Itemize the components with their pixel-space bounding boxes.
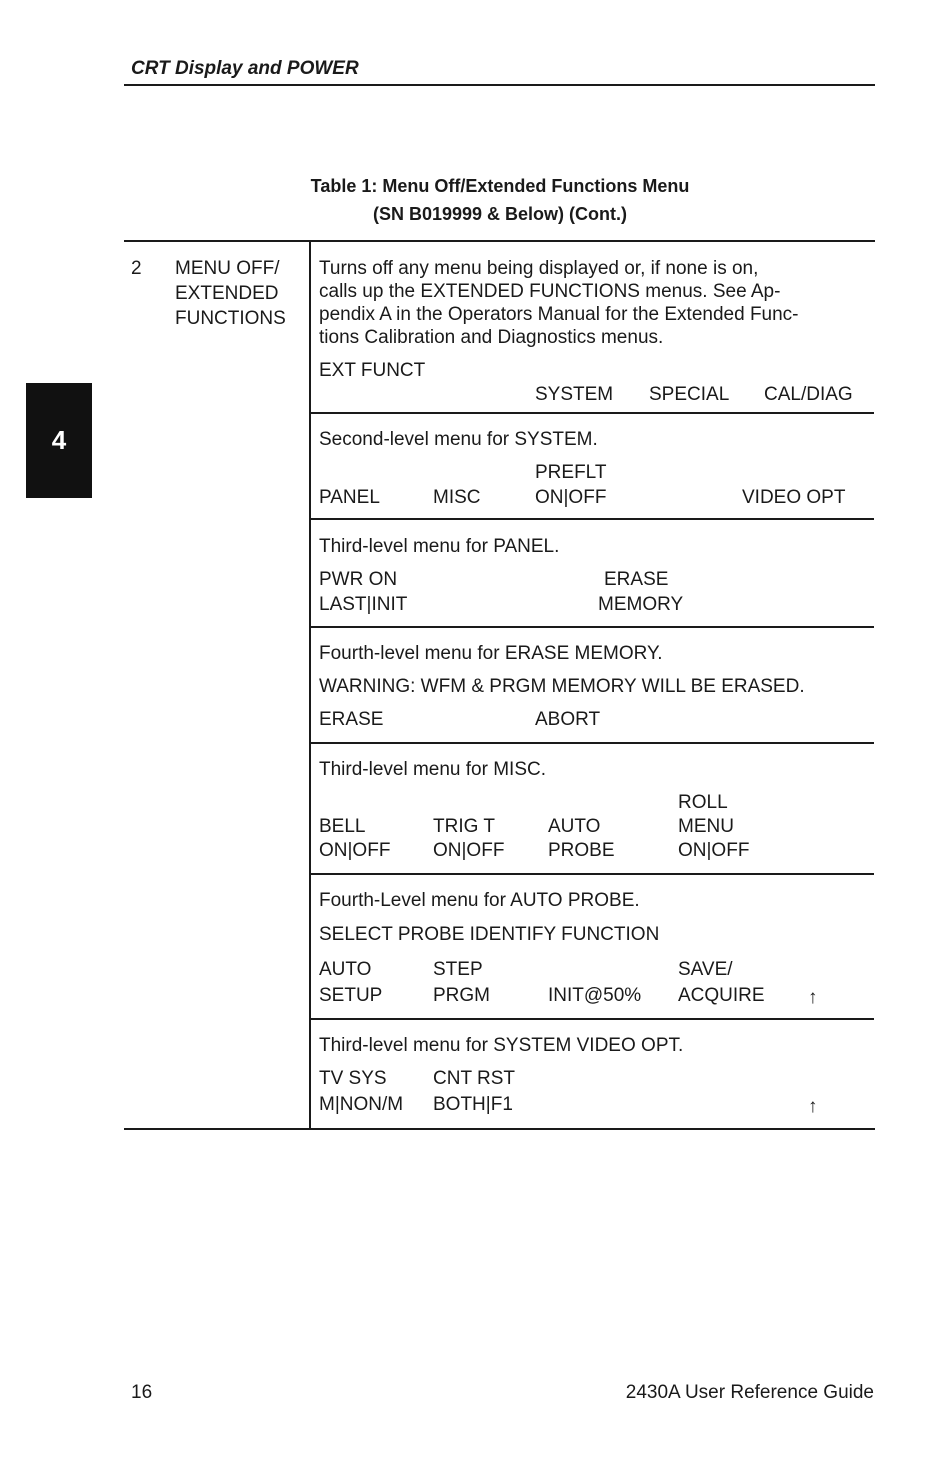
autoprobe-description: Fourth-Level menu for AUTO PROBE. (319, 890, 640, 911)
ext-description-line: Turns off any menu being displayed or, if none is on, (319, 258, 759, 279)
menu-item-misc: MISC (433, 487, 481, 508)
menu-item-cal-diag: CAL/DIAG (764, 384, 853, 405)
menu-item-step: STEP (433, 959, 483, 980)
menu-item-trig-t: TRIG T (433, 816, 495, 837)
menu-item-system: SYSTEM (535, 384, 614, 405)
section-divider (311, 873, 874, 875)
menu-item-erase: ERASE (604, 569, 669, 590)
panel-description: Third-level menu for PANEL. (319, 536, 560, 557)
ext-description-line: pendix A in the Operators Manual for the Extended Func- (319, 304, 799, 325)
menu-item-cnt-rst: CNT RST (433, 1068, 515, 1089)
menu-item-tv-sys: TV SYS (319, 1068, 387, 1089)
erase-description: Fourth-level menu for ERASE MEMORY. (319, 643, 663, 664)
menu-item-init-50: INIT@50% (548, 985, 642, 1006)
table-bottom-rule (124, 1128, 875, 1130)
ext-description-line: calls up the EXTENDED FUNCTIONS menus. See Ap- (319, 281, 781, 302)
menu-item-trig-t-state: ON|OFF (433, 840, 505, 861)
row-name-line: EXTENDED (175, 283, 279, 304)
menu-item-pwr-on-state: LAST|INIT (319, 594, 408, 615)
guide-title: 2430A User Reference Guide (625, 1382, 874, 1403)
menu-item-roll: ROLL (678, 792, 728, 813)
menu-item-special: SPECIAL (649, 384, 730, 405)
menu-item-auto-probe: PROBE (548, 840, 615, 861)
up-arrow-icon: ↑ (808, 1096, 818, 1117)
section-divider (311, 742, 874, 744)
ext-description-line: tions Calibration and Diagnostics menus. (319, 327, 664, 348)
video-description: Third-level menu for SYSTEM VIDEO OPT. (319, 1035, 684, 1056)
section-divider (311, 626, 874, 628)
menu-item-preflt-state: ON|OFF (535, 487, 607, 508)
row-number: 2 (131, 258, 142, 279)
chapter-tab-marker: 4 (26, 383, 92, 498)
menu-item-tv-sys-state: M|NON/M (319, 1094, 404, 1115)
section-divider (311, 412, 874, 414)
menu-item-bell: BELL (319, 816, 366, 837)
menu-item-panel: PANEL (319, 487, 380, 508)
section-divider (311, 1018, 874, 1020)
menu-item-erase-confirm: ERASE (319, 709, 384, 730)
menu-item-setup: SETUP (319, 985, 383, 1006)
menu-item-roll-menu-state: ON|OFF (678, 840, 750, 861)
menu-item-cnt-rst-state: BOTH|F1 (433, 1094, 513, 1115)
system-description: Second-level menu for SYSTEM. (319, 429, 598, 450)
row-name-line: FUNCTIONS (175, 308, 286, 329)
menu-item-save: SAVE/ (678, 959, 733, 980)
table-column-divider (309, 241, 311, 1128)
ext-funct-label: EXT FUNCT (319, 360, 426, 381)
page-number: 16 (131, 1382, 153, 1403)
page-header-title: CRT Display and POWER (131, 58, 359, 79)
menu-item-roll-menu: MENU (678, 816, 734, 837)
menu-item-bell-state: ON|OFF (319, 840, 391, 861)
autoprobe-select-text: SELECT PROBE IDENTIFY FUNCTION (319, 924, 660, 945)
header-rule (124, 84, 875, 86)
table-caption-line1: Table 1: Menu Off/Extended Functions Menu (310, 176, 690, 196)
misc-description: Third-level menu for MISC. (319, 759, 547, 780)
erase-warning: WARNING: WFM & PRGM MEMORY WILL BE ERASED. (319, 676, 805, 697)
menu-item-video-opt: VIDEO OPT (742, 487, 846, 508)
table-caption-line2: (SN B019999 & Below) (Cont.) (372, 204, 628, 224)
table-top-rule (124, 240, 875, 242)
row-name-line: MENU OFF/ (175, 258, 280, 279)
menu-item-acquire: ACQUIRE (678, 985, 765, 1006)
menu-item-auto-setup: AUTO (319, 959, 372, 980)
menu-item-abort: ABORT (535, 709, 601, 730)
menu-item-erase-memory: MEMORY (598, 594, 684, 615)
menu-item-auto: AUTO (548, 816, 601, 837)
menu-item-preflt: PREFLT (535, 462, 607, 483)
menu-item-pwr-on: PWR ON (319, 569, 398, 590)
menu-item-step-prgm: PRGM (433, 985, 490, 1006)
up-arrow-icon: ↑ (808, 987, 818, 1008)
section-divider (311, 518, 874, 520)
